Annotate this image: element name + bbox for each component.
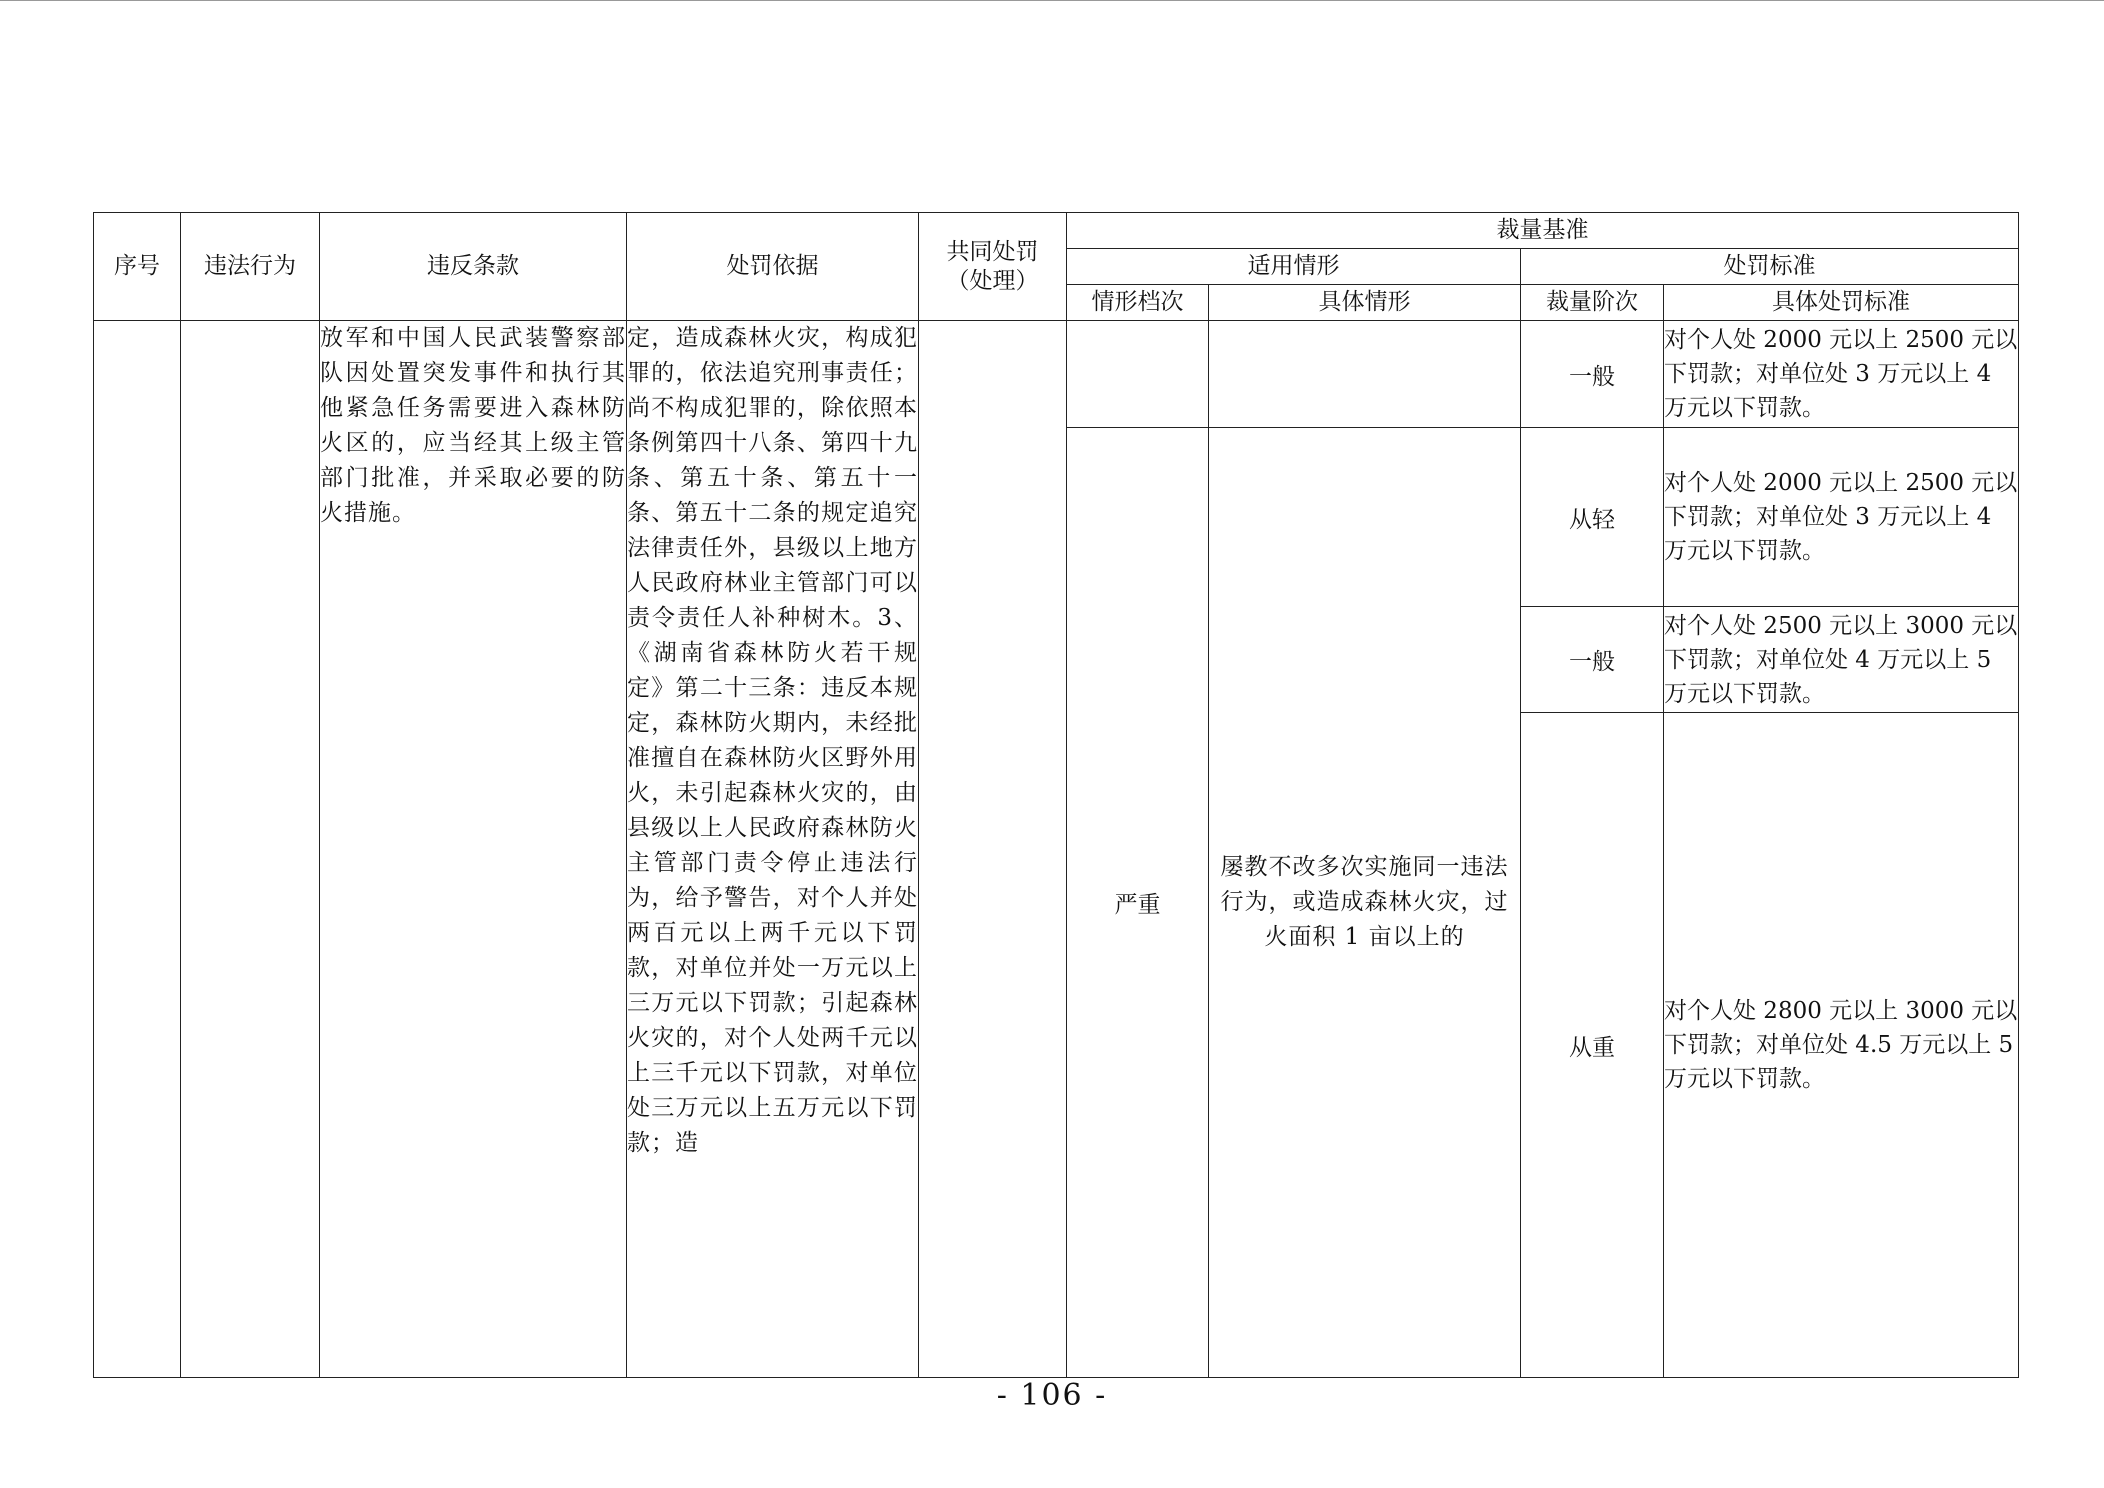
cell-violated-article [320, 321, 627, 1378]
header-penalty-standard: 处罚标准 [1521, 249, 2019, 285]
page-number: - 106 - [996, 1378, 1108, 1413]
header-joint-penalty: 共同处罚（处理） [919, 213, 1067, 321]
header-specific-penalty-standard: 具体处罚标准 [1664, 285, 2019, 321]
situation-level-severe: 严重 [1067, 428, 1209, 1378]
header-seq: 序号 [94, 213, 181, 321]
header-penalty-basis: 处罚依据 [627, 213, 919, 321]
discretion-level-1: 一般 [1521, 321, 1664, 428]
header-situation-level: 情形档次 [1067, 285, 1209, 321]
header-violated-article: 违反条款 [320, 213, 627, 321]
header-applicable-situation: 适用情形 [1067, 249, 1521, 285]
cell-specific-situation-empty [1209, 321, 1521, 428]
header-specific-situation: 具体情形 [1209, 285, 1521, 321]
penalty-standard-2: 对个人处 2000 元以上 2500 元以下罚款；对单位处 3 万元以上 4 万元以下罚款。 [1664, 428, 2019, 607]
violated-article-text: 放军和中国人民武装警察部队因处置突发事件和执行其他紧急任务需要进入森林防火区的，应当经其上级主管部门批准，并采取必要的防火措施。 [320, 325, 626, 526]
penalty-discretion-table [93, 212, 2019, 1378]
discretion-level-4: 从重 [1521, 713, 1664, 1378]
cell-joint-penalty [919, 321, 1067, 1378]
discretion-level-3: 一般 [1521, 607, 1664, 713]
penalty-basis-text: 定，造成森林火灾，构成犯罪的，依法追究刑事责任；尚不构成犯罪的，除依照本条例第四十八条、第四十九条、第五十条、第五十一条、第五十二条的规定追究法律责任外，县级以上地方人民政府林业主管部门可以责令责任人补种树木。3、《湖南省森林防火若干规定》第二十三条：违反本规定，森林防火期内，未经批准擅自在森林防火区野外用火，未引起森林火灾的，由县级以上人民政府森林防火主管部门责令停止违法行为，给予警告，对个人并处两百元以上两千元以下罚款，对单位并处一万元以上三万元以下罚款；引起森林火灾的，对个人处两千元以上三千元以下罚款，对单位处三万元以上五万元以下罚款；造 [627, 325, 918, 1156]
header-discretion-level: 裁量阶次 [1521, 285, 1664, 321]
header-discretion-standard: 裁量基准 [1067, 213, 2019, 249]
header-violation: 违法行为 [181, 213, 320, 321]
penalty-standard-3: 对个人处 2500 元以上 3000 元以下罚款；对单位处 4 万元以上 5 万元以下罚款。 [1664, 607, 2019, 713]
page-top-border [0, 0, 2104, 1]
cell-violation [181, 321, 320, 1378]
penalty-standard-1: 对个人处 2000 元以上 2500 元以下罚款；对单位处 3 万元以上 4 万元以下罚款。 [1664, 321, 2019, 428]
discretion-level-2: 从轻 [1521, 428, 1664, 607]
cell-penalty-basis [627, 321, 919, 1378]
cell-situation-level-empty [1067, 321, 1209, 428]
cell-seq [94, 321, 181, 1378]
specific-situation-severe: 屡教不改多次实施同一违法行为，或造成森林火灾，过火面积 1 亩以上的 [1209, 428, 1521, 1378]
penalty-standard-4: 对个人处 2800 元以上 3000 元以下罚款；对单位处 4.5 万元以上 5 万元以下罚款。 [1664, 713, 2019, 1378]
